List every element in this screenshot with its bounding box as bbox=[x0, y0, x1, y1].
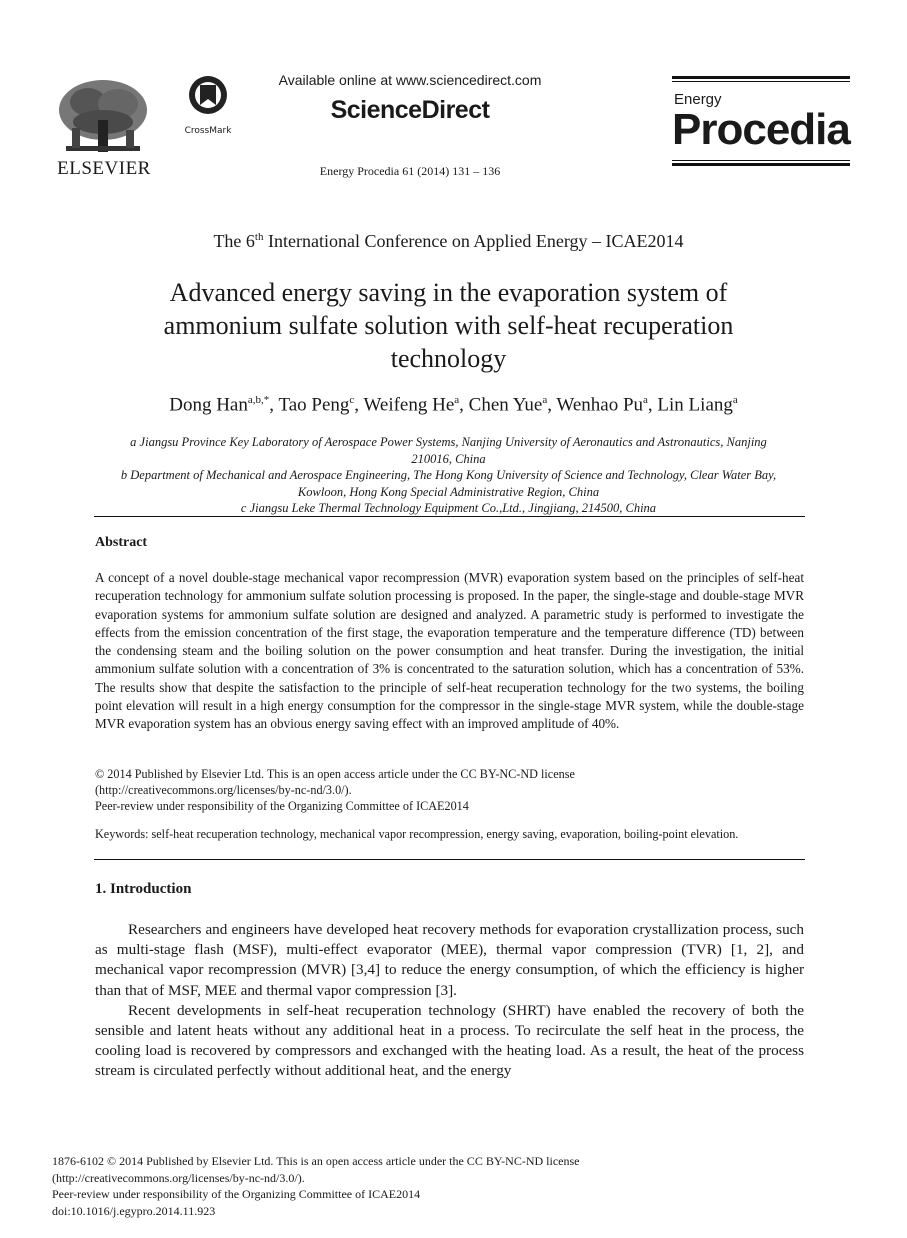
author-affiliation-mark: a bbox=[643, 394, 648, 406]
affiliation-line: Kowloon, Hong Kong Special Administrative Region, China bbox=[297, 485, 600, 499]
title-line: ammonium sulfate solution with self-heat recuperation bbox=[163, 311, 734, 340]
conference-prefix: The 6 bbox=[213, 231, 255, 251]
logo-rule bbox=[672, 160, 850, 161]
conference-suffix: International Conference on Applied Energy – ICAE2014 bbox=[263, 231, 684, 251]
logo-rule bbox=[672, 163, 850, 166]
journal-logo bbox=[672, 76, 850, 166]
affiliation-b bbox=[90, 467, 807, 501]
copyright-line: © 2014 Published by Elsevier Ltd. This is an open access article under the CC BY-NC-ND license bbox=[95, 767, 575, 781]
journal-citation: Energy Procedia 61 (2014) 131 – 136 bbox=[319, 164, 501, 178]
conference-line bbox=[90, 231, 807, 252]
page-footer bbox=[52, 1153, 812, 1219]
author-name[interactable]: Weifeng He bbox=[363, 394, 455, 416]
publisher-name: ELSEVIER bbox=[57, 158, 151, 179]
logo-rule bbox=[672, 76, 850, 79]
author-list bbox=[60, 394, 847, 416]
footer-line: Peer-review under responsibility of the Organizing Committee of ICAE2014 bbox=[52, 1187, 421, 1201]
author-affiliation-mark: c bbox=[349, 394, 355, 406]
author-separator: , bbox=[547, 394, 557, 416]
title-line: technology bbox=[390, 344, 507, 373]
author-separator: , bbox=[459, 394, 469, 416]
affiliation-line: 210016, China bbox=[411, 452, 486, 466]
affiliation-line: a Jiangsu Province Key Laboratory of Aerospace Power Systems, Nanjing University of Aeronautics and Astronautics, Nanjing bbox=[130, 435, 767, 449]
title-line: Advanced energy saving in the evaporation system of bbox=[169, 278, 728, 307]
crossmark-label: CrossMark bbox=[184, 126, 232, 136]
journal-energy-word: Energy bbox=[674, 91, 722, 108]
author-name[interactable]: Chen Yue bbox=[468, 394, 543, 416]
footer-line: 1876-6102 © 2014 Published by Elsevier Ltd. This is an open access article under the CC BY-NC-ND license bbox=[52, 1154, 580, 1168]
author-name[interactable]: Dong Han bbox=[169, 394, 248, 416]
author-name[interactable]: Wenhao Pu bbox=[556, 394, 644, 416]
paragraph: Researchers and engineers have developed heat recovery methods for evaporation crystallization process, such as multi-stage flash (MSF), multi-effect evaporator (MEE), thermal vapor compression (TVR) [1, 2], and mechanical vapor recompression (MVR) [3,4] to reduce the energy consumption, of which the efficiency is higher than that of MSF, MEE and thermal vapor compression [3]. bbox=[95, 921, 804, 999]
author-affiliation-mark: a bbox=[454, 394, 460, 406]
author-affiliation-mark: a bbox=[732, 394, 738, 406]
divider bbox=[94, 516, 805, 517]
available-online-link[interactable]: Available online at www.sciencedirect.com bbox=[278, 72, 542, 88]
introduction-body bbox=[95, 920, 804, 1082]
author-separator: , bbox=[354, 394, 364, 416]
sciencedirect-title: ScienceDirect bbox=[330, 96, 490, 124]
abstract-text: A concept of a novel double-stage mechanical vapor recompression (MVR) evaporation system based on the principles of self-heat recuperation technology for ammonium sulfate solution processing is proposed. In the paper, the single-stage and double-stage MVR evaporation systems for ammonium sulfate solution are designed and analyzed. A parametric study is performed to investigate the effects from the emission concentration of the first stage, the evaporation temperature and the temperature difference (TD) between the condensing steam and the boiling solution on the power consumption and heat transfer. During the investigation, the initial ammonium sulfate solution with a concentration of 3% is concentrated to the saturation solution, which has a concentration of 53%. The results show that despite the satisfaction to the principle of self-heat recuperation technology for the two systems, the boiling point elevation will result in a high energy consumption for the compressor in the single-stage MVR system, while the double-stage MVR evaporation system has an obvious energy saving effect with an improved amplitude of 40%. bbox=[95, 570, 804, 732]
footer-license-link[interactable]: (http://creativecommons.org/licenses/by-nc-nd/3.0/). bbox=[52, 1170, 305, 1185]
affiliation-a bbox=[90, 434, 807, 468]
paragraph: Recent developments in self-heat recuperation technology (SHRT) have enabled the recovery of both the sensible and latent heats without any additional heat in a process. To recirculate the self heat in the process, the cooling load is recovered by compressors and exchanged with the heating load. As a result, the heat of the process stream is circulated perfectly without additional heat, and the energy bbox=[95, 1001, 804, 1080]
author-affiliation-mark: a,b,* bbox=[247, 394, 270, 406]
affiliation-line: c Jiangsu Leke Thermal Technology Equipment Co.,Ltd., Jingjiang, 214500, China bbox=[240, 501, 657, 515]
peer-review-line: Peer-review under responsibility of the Organizing Committee of ICAE2014 bbox=[95, 799, 469, 813]
divider bbox=[94, 859, 805, 860]
journal-procedia-word: Procedia bbox=[672, 105, 850, 154]
author-name[interactable]: Tao Peng bbox=[278, 394, 350, 416]
doi-link[interactable]: doi:10.1016/j.egypro.2014.11.923 bbox=[52, 1203, 216, 1218]
crossmark-badge[interactable] bbox=[176, 75, 240, 136]
crossmark-icon bbox=[176, 75, 240, 119]
section-heading: 1. Introduction bbox=[95, 881, 192, 897]
author-separator: , bbox=[647, 394, 658, 416]
paper-title bbox=[90, 276, 807, 375]
abstract-heading: Abstract bbox=[95, 535, 148, 550]
affiliation-line: b Department of Mechanical and Aerospace Engineering, The Hong Kong University of Science and Technology, Clear Water Bay, bbox=[120, 468, 777, 482]
keywords: Keywords: self-heat recuperation technology, mechanical vapor recompression, energy saving, evaporation, boiling-point elevation. bbox=[95, 827, 739, 841]
copyright-block bbox=[95, 766, 804, 814]
author-separator: , bbox=[269, 394, 279, 416]
author-affiliation-mark: a bbox=[542, 394, 548, 406]
conference-ordinal: th bbox=[254, 231, 264, 243]
author-name[interactable]: Lin Liang bbox=[657, 394, 733, 416]
logo-rule bbox=[672, 81, 850, 82]
license-link[interactable]: (http://creativecommons.org/licenses/by-nc-nd/3.0/). bbox=[95, 783, 352, 797]
affiliation-c bbox=[90, 500, 807, 517]
